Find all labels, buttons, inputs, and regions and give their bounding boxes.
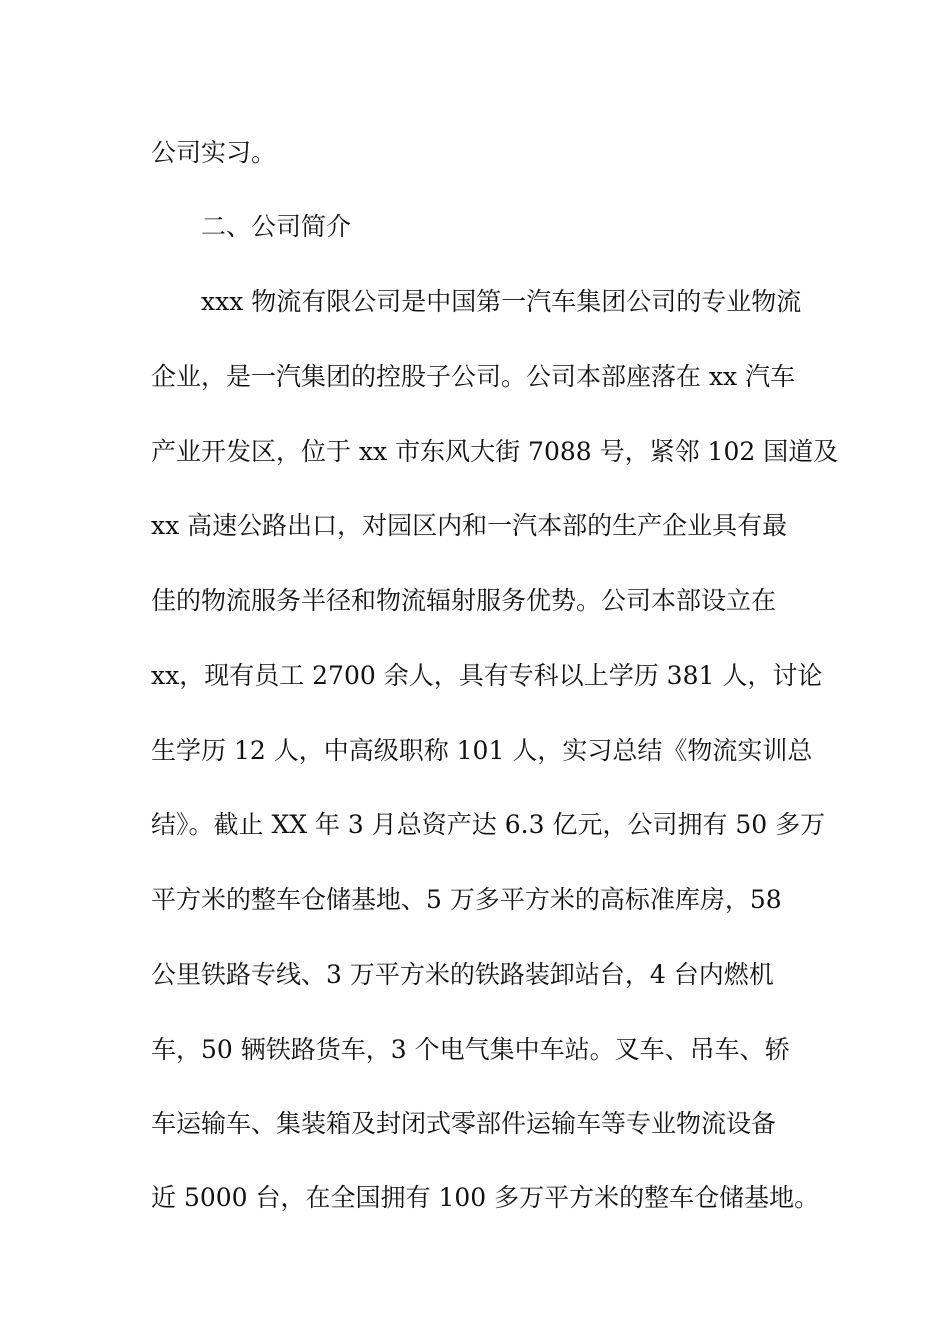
paragraph-line: 车运输车、集装箱及封闭式零部件运输车等专业物流设备: [151, 1109, 777, 1138]
paragraph-line: 车，50 辆铁路货车，3 个电气集中车站。叉车、吊车、轿: [151, 1035, 790, 1064]
paragraph-line: 生学历 12 人，中高级职称 101 人，实习总结《物流实训总: [151, 736, 813, 765]
paragraph-line: 近 5000 台，在全国拥有 100 多万平方米的整车仓储基地。: [151, 1183, 820, 1212]
section-heading: 二、公司简介: [201, 212, 352, 241]
paragraph-line: 公里铁路专线、3 万平方米的铁路装卸站台，4 台内燃机: [151, 960, 774, 989]
paragraph-line: xxx 物流有限公司是中国第一汽车集团公司的专业物流: [201, 287, 802, 316]
paragraph-line: 佳的物流服务半径和物流辐射服务优势。公司本部设立在: [151, 586, 777, 615]
paragraph-line: 产业开发区，位于 xx 市东风大街 7088 号，紧邻 102 国道及: [151, 437, 839, 466]
paragraph-line: xx，现有员工 2700 余人，具有专科以上学历 381 人，讨论: [151, 661, 823, 690]
paragraph-line: 公司实习。: [151, 138, 277, 167]
paragraph-line: 企业，是一汽集团的控股子公司。公司本部座落在 xx 汽车: [151, 362, 796, 391]
paragraph-line: 平方米的整车仓储基地、5 万多平方米的高标准库房，58: [151, 885, 782, 914]
paragraph-line: xx 高速公路出口，对园区内和一汽本部的生产企业具有最: [151, 511, 788, 540]
paragraph-line: 结》。截止 XX 年 3 月总资产达 6.3 亿元，公司拥有 50 多万: [151, 810, 826, 839]
